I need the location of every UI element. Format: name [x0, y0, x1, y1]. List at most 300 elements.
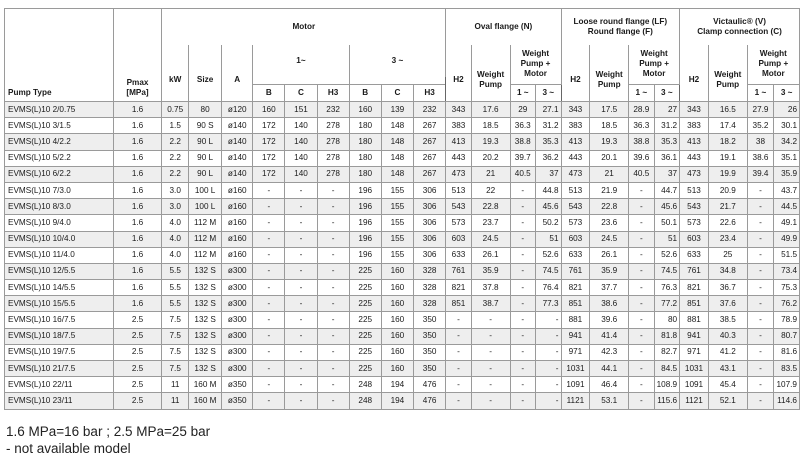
cell-h3-1ph: -: [317, 247, 349, 263]
cell-c-1ph: -: [285, 377, 317, 393]
cell-oval-w1: 38.8: [510, 134, 535, 150]
cell-oval-weight-pump: 21: [471, 166, 510, 182]
cell-vict-h2: 343: [680, 102, 709, 118]
cell-vict-w3: 49.9: [774, 231, 800, 247]
cell-b-3ph: 180: [349, 150, 381, 166]
cell-c-3ph: 194: [381, 393, 413, 409]
header-loose-flange-line2: Round flange (F): [587, 26, 653, 36]
cell-h3-3ph: 328: [413, 280, 445, 296]
cell-vict-h2: 1121: [680, 393, 709, 409]
cell-size: 90 L: [188, 166, 221, 182]
cell-b-3ph: 196: [349, 247, 381, 263]
cell-pump-type: EVMS(L)10 7/3.0: [5, 182, 114, 198]
cell-pmax: 1.6: [113, 231, 162, 247]
cell-h3-1ph: 278: [317, 166, 349, 182]
header-oval-w1: 1 ~: [510, 85, 535, 102]
cell-vict-h2: 443: [680, 150, 709, 166]
cell-h3-3ph: 267: [413, 118, 445, 134]
cell-a: ø300: [222, 328, 253, 344]
cell-vict-w1: -: [747, 247, 774, 263]
cell-vict-weight-pump: 21.7: [708, 199, 747, 215]
header-oval-weight-motor: [510, 45, 561, 85]
cell-h3-3ph: 306: [413, 182, 445, 198]
cell-c-1ph: -: [285, 247, 317, 263]
header-victaulic-line1: Victaulic® (V): [713, 16, 766, 26]
cell-loose-h2: 383: [561, 118, 590, 134]
table-row: [5, 182, 800, 198]
cell-oval-h2: 343: [446, 102, 471, 118]
table-row: [5, 280, 800, 296]
cell-vict-w1: -: [747, 280, 774, 296]
cell-vict-w1: -: [747, 263, 774, 279]
header-oval-weight-pump: [471, 45, 510, 102]
cell-b-1ph: -: [253, 296, 285, 312]
cell-b-3ph: 196: [349, 182, 381, 198]
cell-loose-w3: 27: [654, 102, 680, 118]
cell-vict-h2: 573: [680, 215, 709, 231]
cell-h3-1ph: -: [317, 312, 349, 328]
cell-pmax: 1.6: [113, 118, 162, 134]
cell-kw: 4.0: [162, 231, 189, 247]
cell-a: ø300: [222, 361, 253, 377]
cell-h3-3ph: 306: [413, 231, 445, 247]
cell-a: ø350: [222, 377, 253, 393]
cell-a: ø140: [222, 118, 253, 134]
cell-vict-h2: 383: [680, 118, 709, 134]
cell-pump-type: EVMS(L)10 10/4.0: [5, 231, 114, 247]
cell-loose-weight-pump: 37.7: [590, 280, 629, 296]
cell-c-1ph: -: [285, 393, 317, 409]
header-pmax-label: Pmax: [126, 78, 149, 87]
cell-vict-weight-pump: 52.1: [708, 393, 747, 409]
table-row: [5, 312, 800, 328]
cell-b-3ph: 180: [349, 134, 381, 150]
cell-pmax: 1.6: [113, 182, 162, 198]
cell-pmax: 1.6: [113, 296, 162, 312]
header-loose-flange-line1: Loose round flange (LF): [573, 16, 668, 26]
cell-vict-h2: 543: [680, 199, 709, 215]
cell-pump-type: EVMS(L)10 2/0.75: [5, 102, 114, 118]
cell-pmax: 2.5: [113, 377, 162, 393]
cell-a: ø160: [222, 247, 253, 263]
cell-pmax: 2.5: [113, 344, 162, 360]
cell-oval-w1: -: [510, 247, 535, 263]
cell-c-1ph: -: [285, 263, 317, 279]
cell-loose-w3: 82.7: [654, 344, 680, 360]
cell-vict-w1: 35.2: [747, 118, 774, 134]
cell-c-1ph: 140: [285, 150, 317, 166]
header-loose-h2: H2: [561, 45, 590, 102]
cell-a: ø140: [222, 134, 253, 150]
header-loose-flange: [561, 9, 680, 45]
cell-b-3ph: 225: [349, 280, 381, 296]
cell-loose-w3: 35.3: [654, 134, 680, 150]
cell-kw: 1.5: [162, 118, 189, 134]
header-oval-flange: Oval flange (N): [446, 9, 561, 45]
cell-b-1ph: -: [253, 312, 285, 328]
header-vict-weight-motor-line3: Motor: [761, 69, 785, 79]
cell-vict-h2: 413: [680, 134, 709, 150]
cell-kw: 7.5: [162, 361, 189, 377]
cell-oval-w3: -: [536, 393, 562, 409]
cell-oval-w3: 27.1: [536, 102, 562, 118]
header-loose-weight-motor-line2: Pump +: [639, 59, 669, 69]
cell-b-1ph: -: [253, 344, 285, 360]
cell-size: 132 S: [188, 361, 221, 377]
table-row: [5, 215, 800, 231]
cell-loose-h2: 1091: [561, 377, 590, 393]
cell-loose-w1: -: [629, 199, 654, 215]
cell-c-1ph: -: [285, 296, 317, 312]
cell-c-1ph: -: [285, 312, 317, 328]
table-body: [5, 102, 800, 410]
cell-loose-w1: -: [629, 215, 654, 231]
cell-vict-w1: 38: [747, 134, 774, 150]
cell-kw: 3.0: [162, 182, 189, 198]
cell-pmax: 1.6: [113, 263, 162, 279]
cell-a: ø350: [222, 393, 253, 409]
cell-vict-w1: -: [747, 328, 774, 344]
footer-note-unavailable: - not available model: [6, 441, 131, 456]
cell-oval-w1: 39.7: [510, 150, 535, 166]
cell-loose-w1: -: [629, 231, 654, 247]
header-h3-1ph: H3: [317, 85, 349, 102]
cell-vict-h2: 761: [680, 263, 709, 279]
cell-vict-weight-pump: 22.6: [708, 215, 747, 231]
cell-a: ø140: [222, 166, 253, 182]
cell-size: 90 S: [188, 118, 221, 134]
cell-a: ø300: [222, 344, 253, 360]
cell-loose-weight-pump: 42.3: [590, 344, 629, 360]
cell-vict-w1: -: [747, 377, 774, 393]
cell-oval-weight-pump: 38.7: [471, 296, 510, 312]
cell-c-3ph: 160: [381, 328, 413, 344]
header-vict-weight-motor-line1: Weight: [759, 49, 787, 59]
cell-size: 132 S: [188, 328, 221, 344]
table-row: [5, 377, 800, 393]
cell-vict-w3: 76.2: [774, 296, 800, 312]
footer-notes: [6, 423, 210, 457]
cell-a: ø160: [222, 199, 253, 215]
header-pmax: [113, 9, 162, 102]
cell-loose-w1: -: [629, 377, 654, 393]
cell-c-1ph: 151: [285, 102, 317, 118]
cell-loose-w3: 84.5: [654, 361, 680, 377]
cell-size: 112 M: [188, 247, 221, 263]
cell-h3-1ph: -: [317, 393, 349, 409]
cell-oval-w1: -: [510, 377, 535, 393]
header-phase1: 1~: [253, 45, 349, 77]
cell-pmax: 1.6: [113, 102, 162, 118]
cell-pump-type: EVMS(L)10 23/11: [5, 393, 114, 409]
cell-c-3ph: 148: [381, 150, 413, 166]
cell-loose-w1: 39.6: [629, 150, 654, 166]
cell-loose-w1: -: [629, 280, 654, 296]
cell-loose-weight-pump: 20.1: [590, 150, 629, 166]
header-loose-weight-motor-line1: Weight: [640, 49, 668, 59]
cell-pmax: 1.6: [113, 166, 162, 182]
cell-kw: 2.2: [162, 150, 189, 166]
cell-loose-w3: 51: [654, 231, 680, 247]
cell-vict-h2: 1031: [680, 361, 709, 377]
cell-h3-3ph: 306: [413, 247, 445, 263]
header-vict-weight-pump-line1: Weight: [714, 69, 742, 79]
cell-pump-type: EVMS(L)10 15/5.5: [5, 296, 114, 312]
cell-oval-w1: -: [510, 263, 535, 279]
cell-vict-h2: 603: [680, 231, 709, 247]
cell-b-3ph: 248: [349, 377, 381, 393]
cell-b-3ph: 225: [349, 296, 381, 312]
cell-oval-w3: -: [536, 377, 562, 393]
cell-vict-w3: 80.7: [774, 328, 800, 344]
cell-pmax: 1.6: [113, 199, 162, 215]
cell-oval-h2: 513: [446, 182, 471, 198]
cell-vict-w1: 27.9: [747, 102, 774, 118]
cell-oval-h2: 443: [446, 150, 471, 166]
cell-pump-type: EVMS(L)10 12/5.5: [5, 263, 114, 279]
cell-loose-w3: 81.8: [654, 328, 680, 344]
cell-kw: 11: [162, 377, 189, 393]
header-kw: kW: [162, 45, 189, 102]
cell-h3-3ph: 267: [413, 150, 445, 166]
cell-size: 132 S: [188, 263, 221, 279]
cell-pmax: 2.5: [113, 328, 162, 344]
cell-vict-w1: -: [747, 312, 774, 328]
cell-loose-weight-pump: 35.9: [590, 263, 629, 279]
cell-oval-w1: -: [510, 296, 535, 312]
cell-loose-h2: 851: [561, 296, 590, 312]
cell-pump-type: EVMS(L)10 14/5.5: [5, 280, 114, 296]
cell-vict-h2: 513: [680, 182, 709, 198]
pump-spec-table: [4, 8, 800, 410]
cell-h3-1ph: 232: [317, 102, 349, 118]
cell-size: 90 L: [188, 134, 221, 150]
cell-vict-h2: 851: [680, 296, 709, 312]
cell-size: 100 L: [188, 199, 221, 215]
cell-kw: 7.5: [162, 312, 189, 328]
cell-oval-weight-pump: 19.3: [471, 134, 510, 150]
cell-oval-h2: 383: [446, 118, 471, 134]
cell-kw: 2.2: [162, 166, 189, 182]
cell-oval-h2: 851: [446, 296, 471, 312]
header-size: Size: [188, 45, 221, 102]
cell-loose-w3: 44.7: [654, 182, 680, 198]
cell-kw: 7.5: [162, 328, 189, 344]
cell-vict-h2: 881: [680, 312, 709, 328]
header-c-3ph: C: [381, 85, 413, 102]
cell-vict-weight-pump: 25: [708, 247, 747, 263]
cell-vict-w3: 107.9: [774, 377, 800, 393]
cell-oval-w1: -: [510, 393, 535, 409]
cell-oval-weight-pump: 26.1: [471, 247, 510, 263]
header-oval-weight-pump-line2: Pump: [479, 79, 502, 89]
header-c-1ph: C: [285, 85, 317, 102]
cell-kw: 7.5: [162, 344, 189, 360]
cell-oval-w1: -: [510, 344, 535, 360]
cell-size: 112 M: [188, 231, 221, 247]
cell-vict-w1: -: [747, 182, 774, 198]
table-row: [5, 102, 800, 118]
cell-vict-w1: -: [747, 231, 774, 247]
header-oval-weight-motor-line1: Weight: [521, 49, 550, 59]
cell-oval-w3: 51: [536, 231, 562, 247]
cell-loose-w3: 115.6: [654, 393, 680, 409]
cell-oval-weight-pump: -: [471, 312, 510, 328]
header-oval-w3: 3 ~: [536, 85, 562, 102]
cell-vict-weight-pump: 23.4: [708, 231, 747, 247]
header-loose-weight-pump-line2: Pump: [597, 79, 621, 89]
cell-loose-weight-pump: 39.6: [590, 312, 629, 328]
cell-h3-1ph: -: [317, 377, 349, 393]
cell-a: ø160: [222, 182, 253, 198]
cell-loose-h2: 633: [561, 247, 590, 263]
cell-pmax: 2.5: [113, 361, 162, 377]
cell-kw: 4.0: [162, 247, 189, 263]
cell-loose-w3: 74.5: [654, 263, 680, 279]
cell-pmax: 1.6: [113, 280, 162, 296]
cell-oval-weight-pump: -: [471, 377, 510, 393]
cell-loose-weight-pump: 38.6: [590, 296, 629, 312]
cell-a: ø140: [222, 150, 253, 166]
cell-loose-w3: 37: [654, 166, 680, 182]
cell-loose-w1: -: [629, 263, 654, 279]
cell-c-1ph: -: [285, 231, 317, 247]
cell-vict-weight-pump: 36.7: [708, 280, 747, 296]
table-row: [5, 150, 800, 166]
cell-loose-w1: -: [629, 312, 654, 328]
cell-vict-weight-pump: 17.4: [708, 118, 747, 134]
header-b-1ph: B: [253, 85, 285, 102]
cell-loose-weight-pump: 53.1: [590, 393, 629, 409]
header-loose-weight-pump-line1: Weight: [595, 69, 623, 79]
header-vict-weight-pump-line2: Pump: [716, 79, 740, 89]
header-loose-w3: 3 ~: [654, 85, 680, 102]
cell-size: 160 M: [188, 377, 221, 393]
cell-pump-type: EVMS(L)10 21/7.5: [5, 361, 114, 377]
cell-h3-3ph: 476: [413, 377, 445, 393]
cell-oval-w3: 36.2: [536, 150, 562, 166]
cell-a: ø160: [222, 215, 253, 231]
cell-kw: 0.75: [162, 102, 189, 118]
cell-vict-h2: 473: [680, 166, 709, 182]
cell-oval-w3: 35.3: [536, 134, 562, 150]
cell-loose-weight-pump: 44.1: [590, 361, 629, 377]
cell-loose-w3: 80: [654, 312, 680, 328]
cell-h3-3ph: 306: [413, 215, 445, 231]
cell-h3-3ph: 328: [413, 296, 445, 312]
cell-c-3ph: 155: [381, 215, 413, 231]
cell-pump-type: EVMS(L)10 8/3.0: [5, 199, 114, 215]
header-loose-w1: 1 ~: [629, 85, 654, 102]
cell-h3-1ph: -: [317, 361, 349, 377]
cell-c-3ph: 155: [381, 182, 413, 198]
cell-kw: 3.0: [162, 199, 189, 215]
cell-h3-1ph: -: [317, 215, 349, 231]
cell-oval-h2: 573: [446, 215, 471, 231]
cell-oval-weight-pump: -: [471, 361, 510, 377]
table-row: [5, 344, 800, 360]
cell-loose-weight-pump: 22.8: [590, 199, 629, 215]
cell-oval-weight-pump: 37.8: [471, 280, 510, 296]
cell-loose-h2: 543: [561, 199, 590, 215]
cell-loose-h2: 821: [561, 280, 590, 296]
cell-vict-w3: 43.7: [774, 182, 800, 198]
cell-loose-w1: 38.8: [629, 134, 654, 150]
table-row: [5, 263, 800, 279]
cell-pmax: 2.5: [113, 393, 162, 409]
cell-loose-w1: 40.5: [629, 166, 654, 182]
header-oval-weight-motor-line2: Pump +: [520, 59, 551, 69]
cell-oval-w3: 31.2: [536, 118, 562, 134]
cell-oval-weight-pump: 20.2: [471, 150, 510, 166]
cell-c-1ph: 140: [285, 118, 317, 134]
cell-oval-w3: 52.6: [536, 247, 562, 263]
cell-pump-type: EVMS(L)10 5/2.2: [5, 150, 114, 166]
cell-loose-w3: 31.2: [654, 118, 680, 134]
cell-vict-w1: 38.6: [747, 150, 774, 166]
cell-h3-3ph: 350: [413, 312, 445, 328]
cell-vict-weight-pump: 41.2: [708, 344, 747, 360]
cell-a: ø120: [222, 102, 253, 118]
cell-h3-1ph: 278: [317, 150, 349, 166]
cell-kw: 5.5: [162, 263, 189, 279]
cell-vict-weight-pump: 19.9: [708, 166, 747, 182]
header-victaulic-line2: Clamp connection (C): [697, 26, 782, 36]
cell-oval-h2: 633: [446, 247, 471, 263]
cell-loose-h2: 513: [561, 182, 590, 198]
cell-b-1ph: -: [253, 328, 285, 344]
cell-a: ø160: [222, 231, 253, 247]
cell-oval-w1: -: [510, 182, 535, 198]
cell-vict-w3: 83.5: [774, 361, 800, 377]
spec-table-container: [4, 8, 800, 410]
cell-vict-w1: 39.4: [747, 166, 774, 182]
cell-c-3ph: 160: [381, 280, 413, 296]
cell-oval-h2: -: [446, 393, 471, 409]
table-row: [5, 231, 800, 247]
cell-oval-h2: 821: [446, 280, 471, 296]
header-phase3-spacer: [349, 77, 446, 85]
cell-b-1ph: 172: [253, 166, 285, 182]
cell-h3-1ph: -: [317, 296, 349, 312]
table-header: [5, 9, 800, 102]
cell-b-1ph: -: [253, 393, 285, 409]
header-oval-h2: H2: [446, 45, 471, 102]
cell-loose-weight-pump: 41.4: [590, 328, 629, 344]
cell-h3-3ph: 350: [413, 361, 445, 377]
cell-loose-weight-pump: 21.9: [590, 182, 629, 198]
cell-c-3ph: 155: [381, 247, 413, 263]
header-vict-weight-motor: [747, 45, 799, 85]
cell-loose-h2: 971: [561, 344, 590, 360]
cell-vict-weight-pump: 40.3: [708, 328, 747, 344]
cell-loose-w3: 36.1: [654, 150, 680, 166]
cell-loose-h2: 573: [561, 215, 590, 231]
cell-h3-3ph: 267: [413, 166, 445, 182]
table-row: [5, 199, 800, 215]
cell-oval-w3: -: [536, 328, 562, 344]
cell-loose-h2: 443: [561, 150, 590, 166]
cell-c-1ph: -: [285, 199, 317, 215]
header-oval-weight-motor-line3: Motor: [524, 69, 547, 79]
cell-c-3ph: 160: [381, 296, 413, 312]
cell-oval-h2: 761: [446, 263, 471, 279]
cell-c-3ph: 160: [381, 361, 413, 377]
header-motor: Motor: [162, 9, 446, 45]
cell-c-1ph: -: [285, 344, 317, 360]
cell-pump-type: EVMS(L)10 11/4.0: [5, 247, 114, 263]
cell-kw: 11: [162, 393, 189, 409]
